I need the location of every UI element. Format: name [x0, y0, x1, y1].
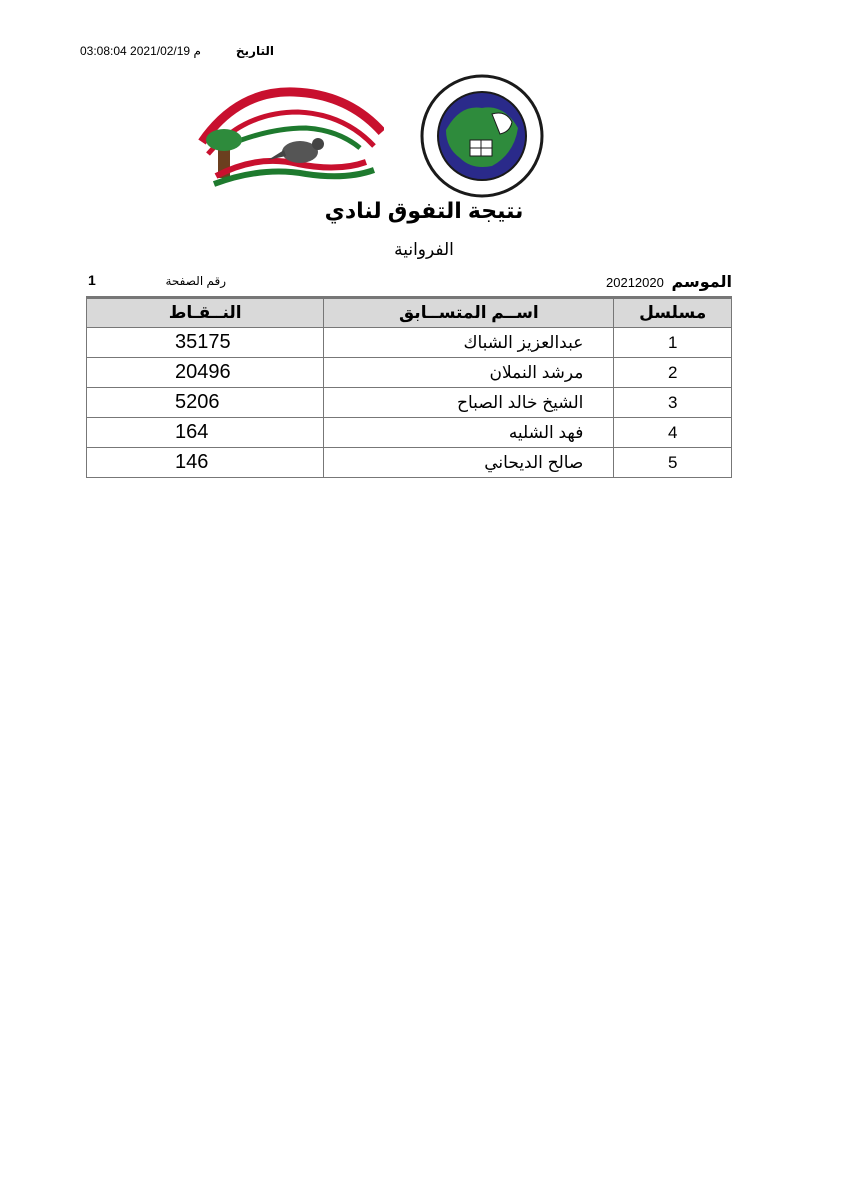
cell-serial: 2 — [614, 358, 732, 388]
date-value: 03:08:04 2021/02/19 م — [80, 44, 201, 58]
cell-name: فهد الشليه — [324, 418, 614, 448]
club-name: الفروانية — [394, 240, 454, 259]
table-row — [87, 328, 732, 358]
cell-name: صالح الديحاني — [324, 448, 614, 478]
cell-points: 164 — [87, 418, 324, 448]
season-info — [606, 272, 732, 292]
season-label: الموسم — [671, 274, 732, 291]
page-number: 1 — [88, 272, 96, 288]
table-row — [87, 388, 732, 418]
cell-serial: 5 — [614, 448, 732, 478]
season-value: 20212020 — [606, 275, 664, 290]
print-date — [80, 44, 280, 60]
header-serial: مسلسل — [614, 298, 732, 328]
federation-logo — [420, 74, 544, 198]
table-header-row — [87, 298, 732, 328]
cell-name: عبدالعزيز الشباك — [324, 328, 614, 358]
cell-points: 146 — [87, 448, 324, 478]
date-label: التاريخ — [235, 44, 274, 58]
cell-points: 5206 — [87, 388, 324, 418]
cell-points: 20496 — [87, 358, 324, 388]
cell-serial: 4 — [614, 418, 732, 448]
page-label: رقم الصفحة — [165, 274, 226, 288]
table-row — [87, 358, 732, 388]
cell-name: الشيخ خالد الصباح — [324, 388, 614, 418]
cell-serial: 3 — [614, 388, 732, 418]
table-row — [87, 448, 732, 478]
header-points: النــقـاط — [87, 298, 324, 328]
cell-points: 35175 — [87, 328, 324, 358]
header-name: اســم المتســابق — [324, 298, 614, 328]
report-meta — [86, 272, 732, 294]
club-logo — [198, 84, 384, 188]
results-table — [86, 296, 732, 478]
cell-name: مرشد النملان — [324, 358, 614, 388]
table-row — [87, 418, 732, 448]
cell-serial: 1 — [614, 328, 732, 358]
report-title: نتيجة التفوق لنادي — [324, 198, 524, 223]
